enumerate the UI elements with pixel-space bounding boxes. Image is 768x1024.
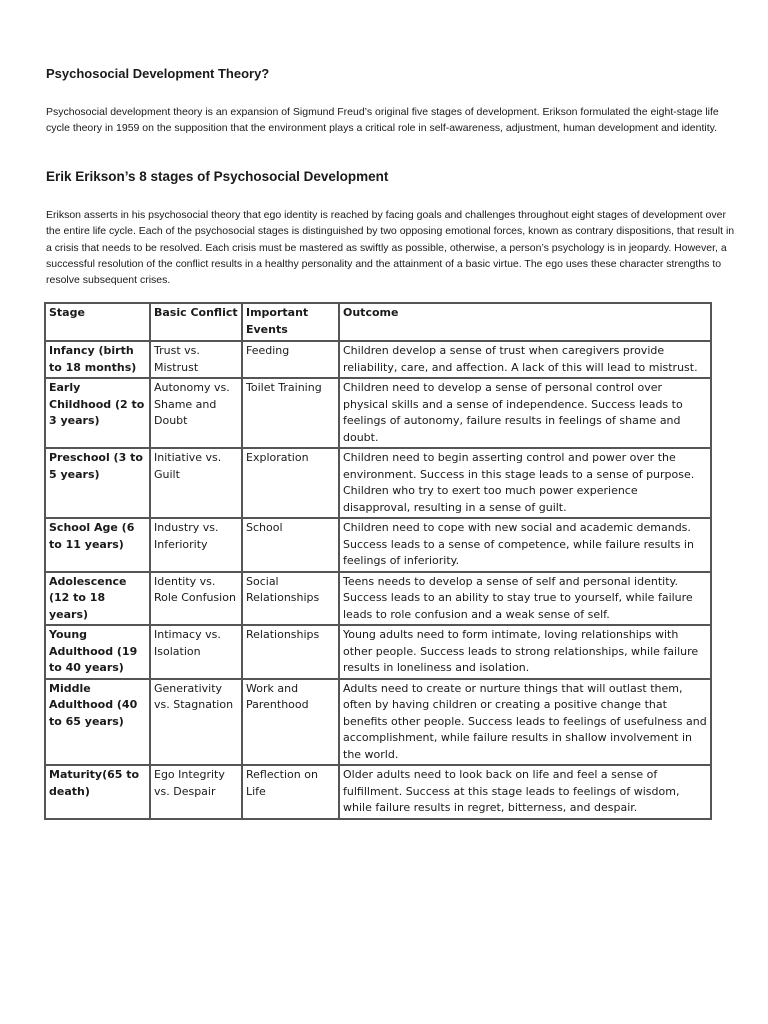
table-row [45,572,711,626]
conflict-cell: Trust vs. Mistrust [150,341,242,378]
table-row [45,765,711,819]
header-stage: Stage [45,303,150,341]
stage-cell: Maturity(65 to death) [45,765,150,819]
header-conflict: Basic Conflict [150,303,242,341]
conflict-cell: Autonomy vs. Shame and Doubt [150,378,242,448]
conflict-cell: Initiative vs. Guilt [150,448,242,518]
table-row [45,518,711,572]
outcome-cell: Teens needs to develop a sense of self and personal identity. Success leads to an ability to stay true to yourself, while failure leads to role confusion and a weak sense of self. [339,572,711,626]
table-row [45,378,711,448]
outcome-cell: Children develop a sense of trust when caregivers provide reliability, care, and affection. A lack of this will lead to mistrust. [339,341,711,378]
stage-cell: Adolescence (12 to 18 years) [45,572,150,626]
conflict-cell: Industry vs. Inferiority [150,518,242,572]
body-paragraph: Erikson asserts in his psychosocial theory that ego identity is reached by facing goals and challenges throughout eight stages of development over the entire life cycle. Each of the psychosocial stages is distinguished by two opposing emotional forces, known as contrary dispositions, that result in a crisis that needs to be resolved. Each crisis must be mastered as swiftly as possible, otherwise, a person’s psychology is in jeopardy. However, a successful resolution of the conflict results in a healthy personality and the attainment of a basic virtue. The ego uses these character strengths to resolve subsequent crises. [46,209,735,287]
intro-paragraph: Psychosocial development theory is an expansion of Sigmund Freud’s original five stages of development. Erikson formulated the eight-stage life cycle theory in 1959 on the supposition that the environment plays a critical role in self-awareness, adjustment, human development and identity. [46,106,719,134]
stage-cell: Infancy (birth to 18 months) [45,341,150,378]
outcome-cell: Children need to begin asserting control and power over the environment. Success in this stage leads to a sense of purpose. Children who try to exert too much power experience disapproval, resulting in a sense of guilt. [339,448,711,518]
events-cell: Relationships [242,625,339,679]
table-row [45,625,711,679]
stage-cell: School Age (6 to 11 years) [45,518,150,572]
outcome-cell: Children need to cope with new social and academic demands. Success leads to a sense of competence, while failure results in feelings of inferiority. [339,518,711,572]
table-header-row [45,303,711,341]
events-cell: Feeding [242,341,339,378]
events-cell: Exploration [242,448,339,518]
outcome-cell: Adults need to create or nurture things that will outlast them, often by having children or creating a positive change that benefits other people. Success leads to feelings of usefulness and accomplishment, while failure results in shallow involvement in the world. [339,679,711,766]
outcome-cell: Older adults need to look back on life and feel a sense of fulfillment. Success at this stage leads to feelings of wisdom, while failure results in regret, bitterness, and despair. [339,765,711,819]
stage-cell: Young Adulthood (19 to 40 years) [45,625,150,679]
conflict-cell: Identity vs. Role Confusion [150,572,242,626]
table-row [45,448,711,518]
outcome-cell: Children need to develop a sense of personal control over physical skills and a sense of independence. Success leads to feelings of autonomy, failure results in feelings of shame and doubt. [339,378,711,448]
events-cell: Work and Parenthood [242,679,339,766]
outcome-cell: Young adults need to form intimate, loving relationships with other people. Success leads to strong relationships, while failure results in loneliness and isolation. [339,625,711,679]
table-row [45,341,711,378]
header-events: Important Events [242,303,339,341]
events-cell: School [242,518,339,572]
events-cell: Social Relationships [242,572,339,626]
conflict-cell: Ego Integrity vs. Despair [150,765,242,819]
stage-cell: Middle Adulthood (40 to 65 years) [45,679,150,766]
events-cell: Toilet Training [242,378,339,448]
conflict-cell: Generativity vs. Stagnation [150,679,242,766]
table-row [45,679,711,766]
conflict-cell: Intimacy vs. Isolation [150,625,242,679]
page-title: Psychosocial Development Theory? [46,66,270,81]
stage-cell: Early Childhood (2 to 3 years) [45,378,150,448]
section-heading: Erik Erikson’s 8 stages of Psychosocial Development [46,169,389,184]
events-cell: Reflection on Life [242,765,339,819]
stage-cell: Preschool (3 to 5 years) [45,448,150,518]
stages-table [44,302,712,820]
header-outcome: Outcome [339,303,711,341]
